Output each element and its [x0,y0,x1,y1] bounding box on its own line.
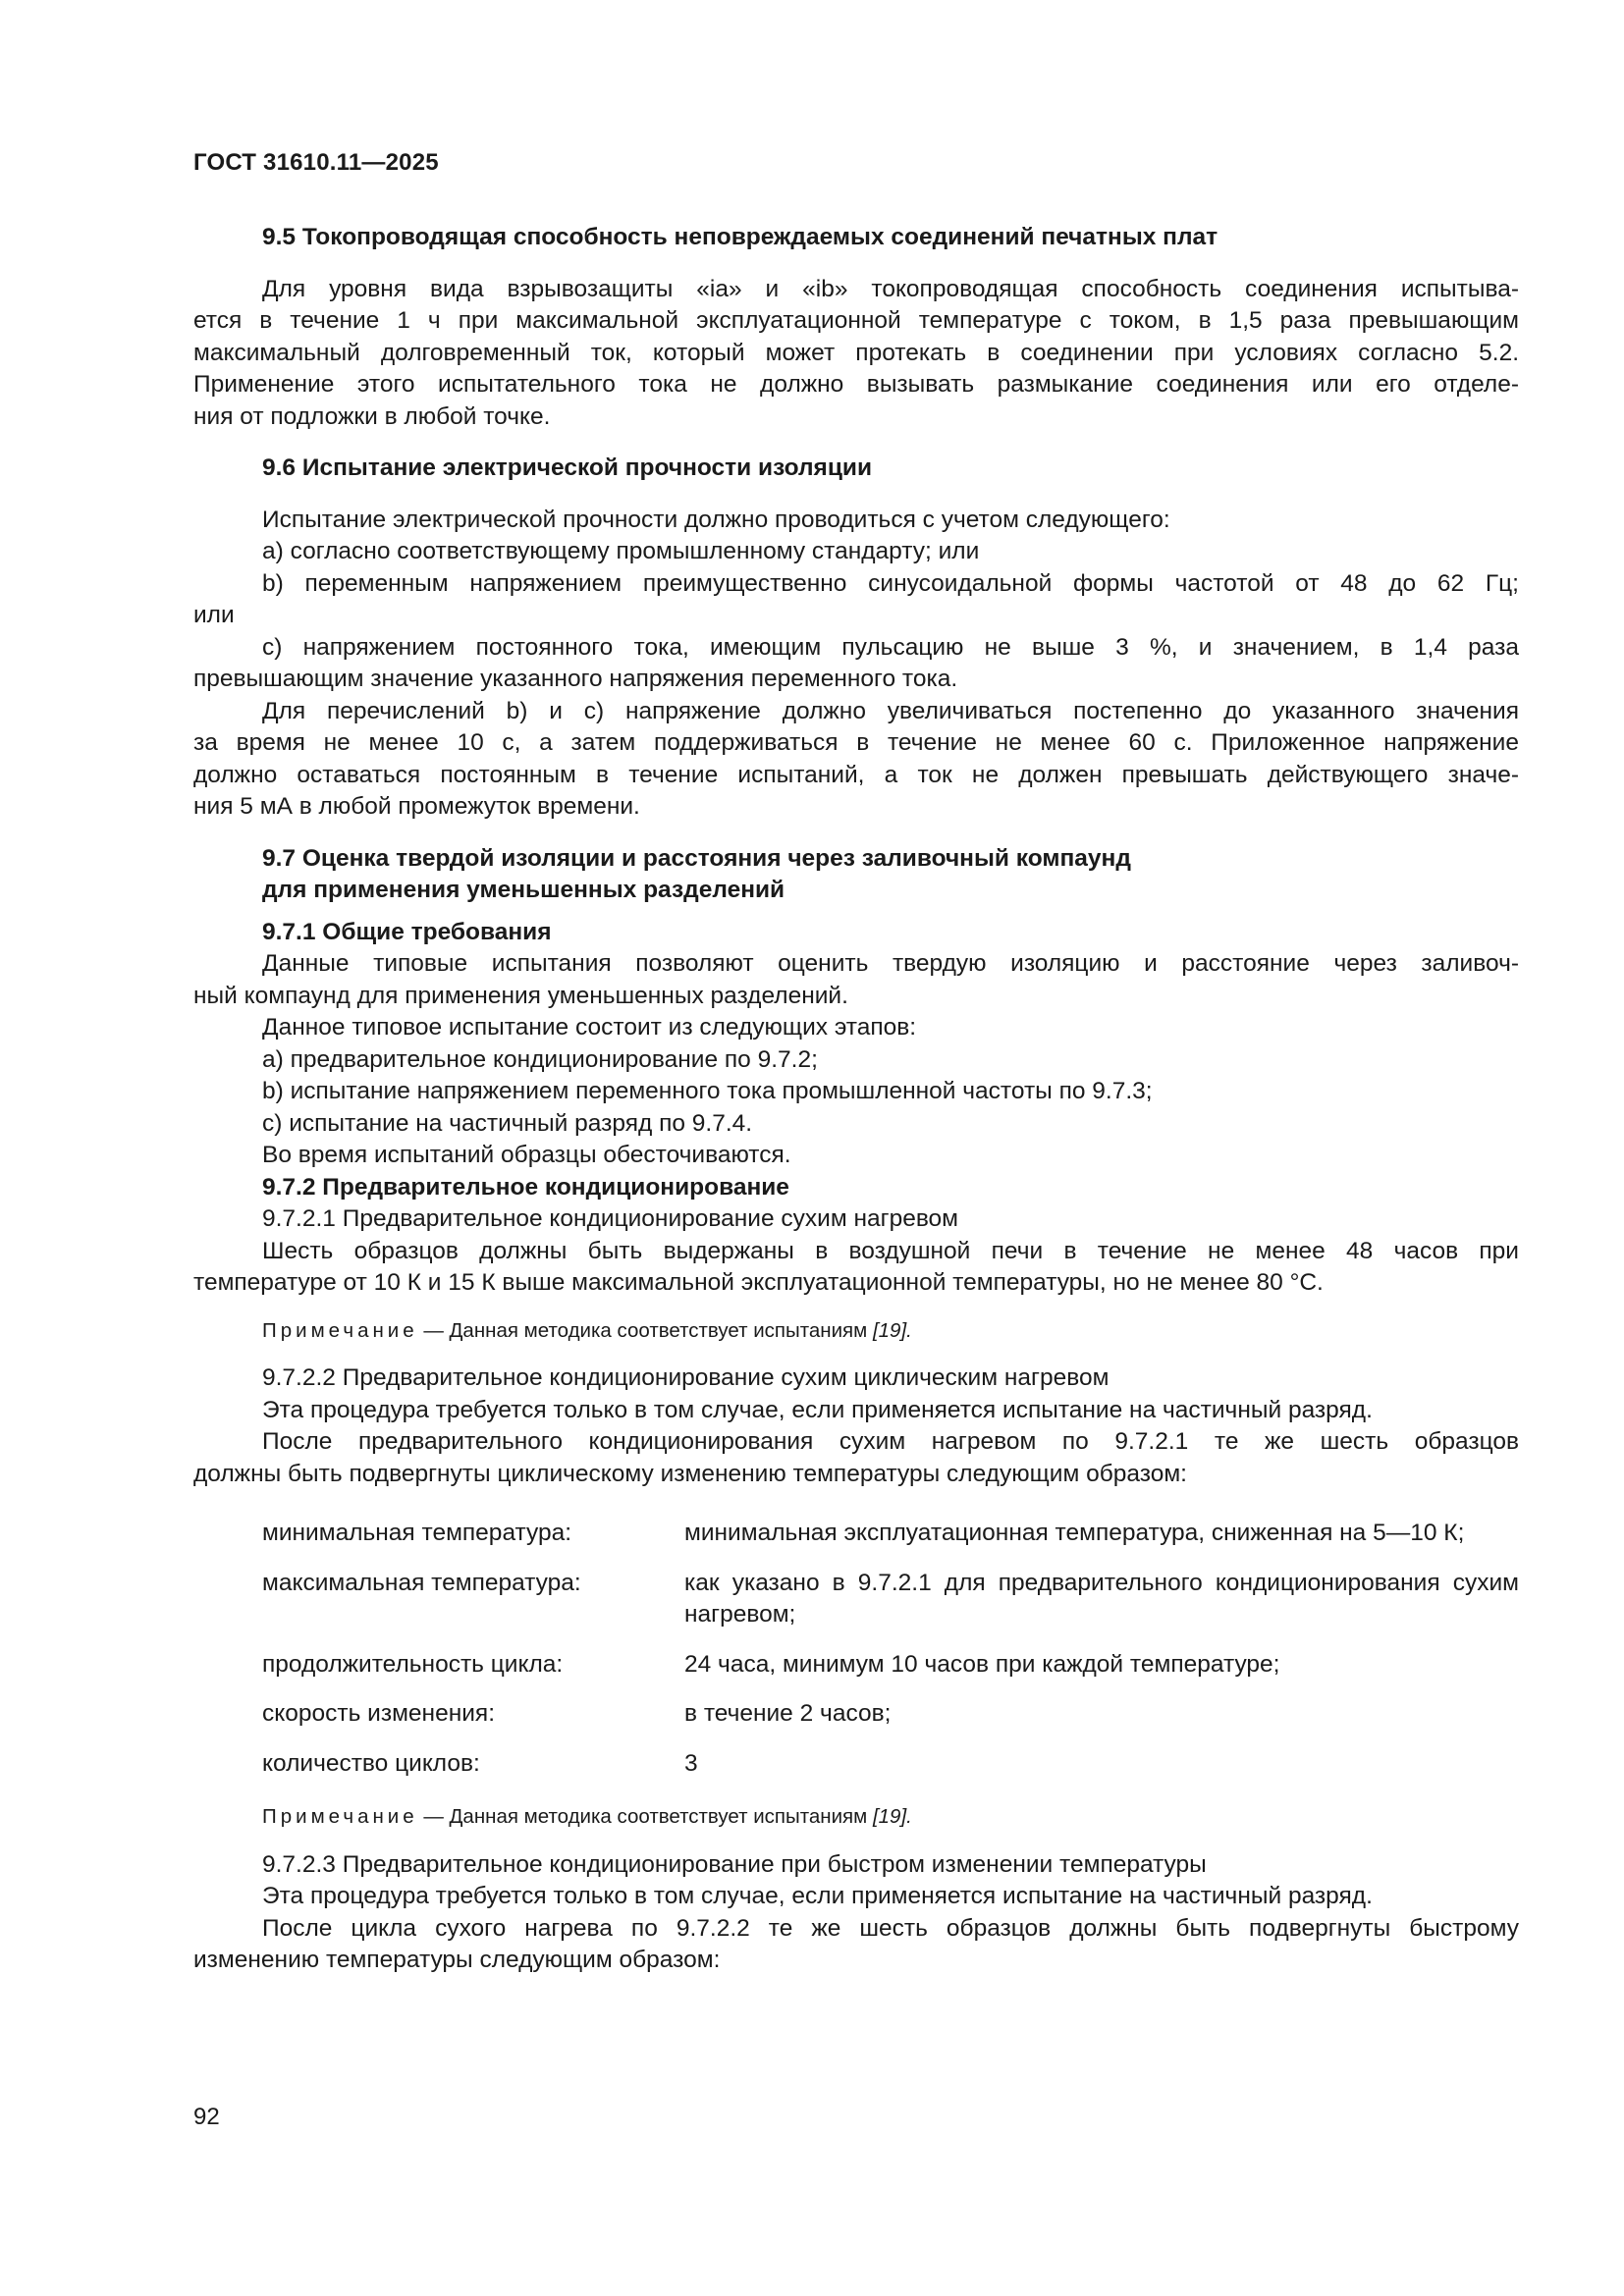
paragraph-line: После предварительного кондиционирования сухим нагревом по 9.7.2.1 те же шесть образцов [262,1428,1519,1455]
table-row [262,1518,1519,1568]
param-label: скорость изменения: [262,1700,495,1727]
paragraph-line: максимальный долговременный ток, который может протекать в соединении при условиях согласно 5.2. [193,339,1519,366]
table-row [262,1698,1519,1748]
paragraph-line: Применение этого испытательного тока не должно вызывать размыкание соединения или его отделе- [193,371,1519,398]
paragraph-line: изменению температуры следующим образом: [193,1947,721,1973]
temperature-cycle-parameters [262,1518,1519,1797]
list-item: b) испытание напряжением переменного тока промышленной частоты по 9.7.3; [262,1078,1153,1104]
list-item: c) испытание на частичный разряд по 9.7.4. [262,1109,753,1137]
param-label: количество циклов: [262,1749,480,1777]
note-label: Примечание [262,1805,418,1828]
paragraph-line: превышающим значение указанного напряжения переменного тока. [193,666,958,692]
note-text: — Данная методика соответствует испытаниям [417,1805,873,1828]
param-label: минимальная температура: [262,1520,572,1546]
note [193,1315,1519,1348]
paragraph-line: Данное типовое испытание состоит из следующих этапов: [262,1014,917,1041]
paragraph-line: Для перечислений b) и c) напряжение должно увеличиваться постепенно до указанного значения [262,697,1519,724]
paragraph-line: за время не менее 10 с, а затем поддерживаться в течение не менее 60 с. Приложенное напряжение [193,729,1519,756]
paragraph-line: После цикла сухого нагрева по 9.7.2.2 те же шесть образцов должны быть подвергнуты быстрому [262,1914,1519,1942]
note [193,1801,1519,1834]
section-9-7-2-title: 9.7.2 Предварительное кондиционирование [262,1173,789,1201]
paragraph-line: ния от подложки в любой точке. [193,402,551,430]
paragraph-line: Шесть образцов должны быть выдержаны в воздушной печи в течение не менее 48 часов при [262,1237,1519,1264]
table-row [262,1748,1519,1798]
paragraph-line: или [193,602,235,628]
paragraph-line: Во время испытаний образцы обесточиваются. [262,1142,791,1168]
section-9-7-title-cont: для применения уменьшенных разделений [262,877,785,903]
section-9-7-2-1-title: 9.7.2.1 Предварительное кондиционирование сухим нагревом [262,1205,959,1232]
note-reference: [19]. [872,1805,912,1828]
paragraph-line: ный компаунд для применения уменьшенных разделений. [193,982,848,1009]
paragraph-line: должны быть подвергнуты циклическому изменению температуры следующим образом: [193,1460,1187,1487]
note-label: Примечание [262,1318,418,1342]
table-row [262,1649,1519,1699]
param-value: минимальная эксплуатационная температура, сниженная на 5—10 К; [684,1520,1465,1546]
paragraph-line: ется в течение 1 ч при максимальной эксплуатационной температуре с током, в 1,5 раза превышающим [193,307,1519,334]
section-9-7-2-3-title: 9.7.2.3 Предварительное кондиционирование при быстром изменении температуры [262,1850,1207,1878]
page-number: 92 [193,2104,220,2130]
paragraph-line: Эта процедура требуется только в том случае, если применяется испытание на частичный разряд. [262,1396,1373,1423]
param-value: 24 часа, минимум 10 часов при каждой температуре; [684,1650,1280,1678]
paragraph-line: Эта процедура требуется только в том случае, если применяется испытание на частичный разряд. [262,1883,1373,1909]
paragraph-line: Для уровня вида взрывозащиты «ia» и «ib» токопроводящая способность соединения испытыва- [262,275,1519,302]
list-item: c) напряжением постоянного тока, имеющим пульсацию не выше 3 %, и значением, в 1,4 раза [262,633,1519,661]
paragraph-line: температуре от 10 К и 15 К выше максимальной эксплуатационной температуры, но не менее 80 °С. [193,1269,1324,1296]
paragraph-line: Испытание электрической прочности должно проводиться с учетом следующего: [262,506,1170,533]
param-value: как указано в 9.7.2.1 для предварительного кондиционирования сухим нагревом; [684,1569,1519,1628]
param-label: продолжительность цикла: [262,1650,564,1678]
paragraph-line: Данные типовые испытания позволяют оценить твердую изоляцию и расстояние через заливоч- [262,950,1519,977]
section-9-6-title: 9.6 Испытание электрической прочности изоляции [262,454,873,481]
document-code: ГОСТ 31610.11—2025 [193,149,439,176]
list-item: a) предварительное кондиционирование по 9.7.2; [262,1045,818,1073]
note-text: — Данная методика соответствует испытаниям [417,1318,873,1342]
param-label: максимальная температура: [262,1569,581,1596]
section-9-7-title: 9.7 Оценка твердой изоляции и расстояния через заливочный компаунд [262,844,1131,872]
section-9-7-1-title: 9.7.1 Общие требования [262,918,552,945]
param-value: в течение 2 часов; [684,1700,892,1727]
list-item: a) согласно соответствующему промышленному стандарту; или [262,538,980,564]
param-value: 3 [684,1749,698,1777]
section-9-5-title: 9.5 Токопроводящая способность неповреждаемых соединений печатных плат [262,224,1218,250]
paragraph-line: должно оставаться постоянным в течение испытаний, а ток не должен превышать действующего значе- [193,761,1519,788]
document-body [193,222,1519,1977]
section-9-7-2-2-title: 9.7.2.2 Предварительное кондиционирование сухим циклическим нагревом [262,1364,1110,1391]
list-item: b) переменным напряжением преимущественно синусоидальной формы частотой от 48 до 62 Гц; [262,569,1519,597]
paragraph-line: ния 5 мА в любой промежуток времени. [193,793,640,820]
table-row [262,1568,1519,1649]
note-reference: [19]. [872,1318,912,1342]
